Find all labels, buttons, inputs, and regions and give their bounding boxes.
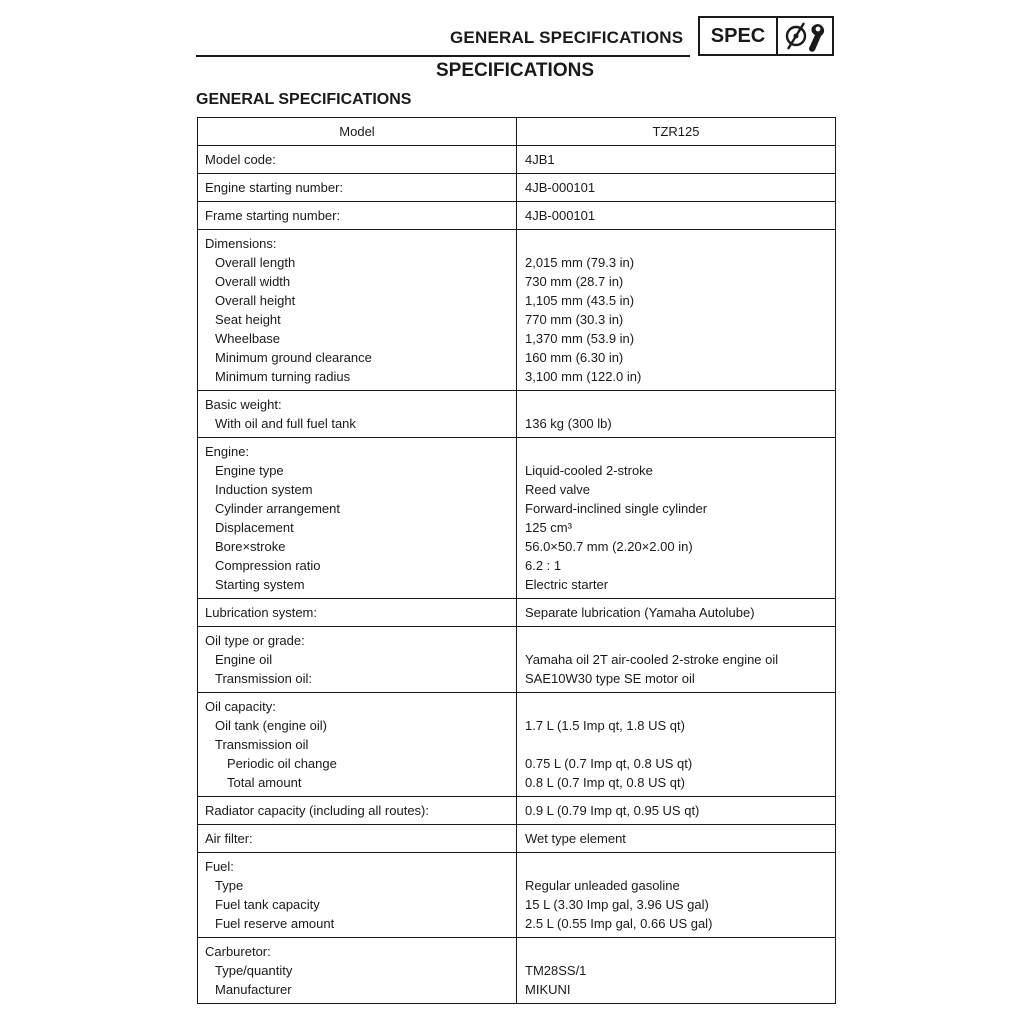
column-header-value: TZR125 [517, 118, 836, 146]
spec-label: Seat height [215, 312, 281, 327]
spec-label: With oil and full fuel tank [215, 416, 356, 431]
table-row [198, 146, 836, 174]
section-title: GENERAL SPECIFICATIONS [196, 91, 412, 108]
spec-value [524, 442, 828, 461]
spec-label: Fuel: [205, 859, 234, 874]
page-header [196, 14, 836, 60]
spec-value [524, 395, 828, 414]
spec-label: Total amount [227, 775, 302, 790]
spec-value: 125 cm³ [525, 520, 572, 535]
spec-value-cell [517, 938, 836, 1004]
spec-value: Liquid-cooled 2-stroke [525, 463, 653, 478]
spec-label: Engine oil [215, 652, 273, 667]
table-row [198, 693, 836, 797]
spec-label: Type [215, 878, 244, 893]
spec-value: Separate lubrication (Yamaha Autolube) [525, 605, 755, 620]
spec-label-cell [198, 438, 517, 599]
header-title: GENERAL SPECIFICATIONS [450, 28, 684, 47]
spec-label-cell [198, 853, 517, 938]
spec-value: 0.75 L (0.7 Imp qt, 0.8 US qt) [525, 756, 693, 771]
table-header-row [198, 118, 836, 146]
spec-value: 4JB-000101 [525, 208, 596, 223]
table-row [198, 853, 836, 938]
spec-value-cell [517, 599, 836, 627]
spec-label-cell [198, 174, 517, 202]
table-row [198, 825, 836, 853]
spec-label: Overall length [215, 255, 296, 270]
spec-value: SAE10W30 type SE motor oil [525, 671, 695, 686]
spec-value: 56.0×50.7 mm (2.20×2.00 in) [525, 539, 693, 554]
spec-label: Overall width [215, 274, 291, 289]
spec-value-cell [517, 797, 836, 825]
spec-value: 136 kg (300 lb) [525, 416, 612, 431]
spec-label: Engine starting number: [205, 180, 344, 195]
spec-label: Oil capacity: [205, 699, 276, 714]
spec-badge-label: SPEC [700, 18, 778, 54]
spec-value [524, 857, 828, 876]
spec-value: 4JB-000101 [525, 180, 596, 195]
spec-label: Carburetor: [205, 944, 271, 959]
spec-label: Starting system [215, 577, 305, 592]
spec-label: Fuel tank capacity [215, 897, 320, 912]
spec-value: 160 mm (6.30 in) [525, 350, 624, 365]
spec-label: Transmission oil: [215, 671, 313, 686]
spec-value-cell [517, 146, 836, 174]
spec-value: 1,370 mm (53.9 in) [525, 331, 635, 346]
spec-value: 730 mm (28.7 in) [525, 274, 624, 289]
spec-label: Manufacturer [215, 982, 292, 997]
table-row [198, 202, 836, 230]
spec-label: Minimum turning radius [215, 369, 351, 384]
spec-value [524, 234, 828, 253]
spec-label: Wheelbase [215, 331, 281, 346]
spec-label-cell [198, 825, 517, 853]
spec-value-cell [517, 825, 836, 853]
spec-label: Dimensions: [205, 236, 277, 251]
spec-label: Oil type or grade: [205, 633, 305, 648]
spec-value: 770 mm (30.3 in) [525, 312, 624, 327]
spec-value-cell [517, 391, 836, 438]
spec-label-cell [198, 797, 517, 825]
spec-label: Transmission oil [215, 737, 309, 752]
spec-value [524, 631, 828, 650]
spec-value-cell [517, 627, 836, 693]
spec-badge [698, 16, 834, 56]
spec-value: Wet type element [525, 831, 626, 846]
spec-table-body [198, 146, 836, 1004]
spec-value: Electric starter [525, 577, 609, 592]
spec-label: Overall height [215, 293, 296, 308]
table-row [198, 438, 836, 599]
caliper-wrench-icon [778, 18, 832, 54]
spec-label: Model code: [205, 152, 276, 167]
header-rule [196, 55, 690, 57]
spec-value: 6.2 : 1 [525, 558, 562, 573]
spec-value: 1.7 L (1.5 Imp qt, 1.8 US qt) [525, 718, 685, 733]
spec-label: Engine type [215, 463, 284, 478]
spec-value: Regular unleaded gasoline [525, 878, 680, 893]
spec-value: 0.8 L (0.7 Imp qt, 0.8 US qt) [525, 775, 685, 790]
spec-value [524, 697, 828, 716]
spec-label-cell [198, 146, 517, 174]
spec-value: 0.9 L (0.79 Imp qt, 0.95 US qt) [525, 803, 700, 818]
spec-label: Radiator capacity (including all routes): [205, 803, 429, 818]
spec-value-cell [517, 853, 836, 938]
spec-label: Compression ratio [215, 558, 321, 573]
spec-label: Basic weight: [205, 397, 282, 412]
table-row [198, 391, 836, 438]
spec-value: Reed valve [525, 482, 591, 497]
spec-label: Frame starting number: [205, 208, 341, 223]
spec-label-cell [198, 230, 517, 391]
spec-label: Lubrication system: [205, 605, 317, 620]
spec-value: 2.5 L (0.55 Imp gal, 0.66 US gal) [525, 916, 713, 931]
spec-table [197, 117, 836, 1004]
spec-label: Fuel reserve amount [215, 916, 335, 931]
spec-label-cell [198, 391, 517, 438]
spec-label: Bore×stroke [215, 539, 286, 554]
spec-label: Cylinder arrangement [215, 501, 341, 516]
spec-label: Induction system [215, 482, 313, 497]
spec-value: TM28SS/1 [525, 963, 587, 978]
table-row [198, 627, 836, 693]
spec-label-cell [198, 202, 517, 230]
spec-value-cell [517, 174, 836, 202]
table-row [198, 230, 836, 391]
spec-value: 4JB1 [525, 152, 555, 167]
spec-value-cell [517, 202, 836, 230]
spec-label: Periodic oil change [227, 756, 337, 771]
spec-value [524, 942, 828, 961]
spec-label-cell [198, 627, 517, 693]
spec-value: 15 L (3.30 Imp gal, 3.96 US gal) [525, 897, 709, 912]
spec-label: Oil tank (engine oil) [215, 718, 327, 733]
table-row [198, 938, 836, 1004]
spec-value-cell [517, 438, 836, 599]
spec-value [524, 735, 828, 754]
table-row [198, 174, 836, 202]
spec-label: Engine: [205, 444, 250, 459]
spec-value: Yamaha oil 2T air-cooled 2-stroke engine oil [525, 652, 779, 667]
column-header-model: Model [198, 118, 517, 146]
spec-value-cell [517, 230, 836, 391]
page-title: SPECIFICATIONS [436, 60, 594, 81]
spec-label: Air filter: [205, 831, 253, 846]
spec-label-cell [198, 693, 517, 797]
spec-label: Type/quantity [215, 963, 293, 978]
spec-value-cell [517, 693, 836, 797]
spec-label: Displacement [215, 520, 294, 535]
table-row [198, 797, 836, 825]
spec-label: Minimum ground clearance [215, 350, 372, 365]
spec-value: 1,105 mm (43.5 in) [525, 293, 635, 308]
table-row [198, 599, 836, 627]
spec-value: Forward-inclined single cylinder [525, 501, 708, 516]
spec-value: 2,015 mm (79.3 in) [525, 255, 635, 270]
spec-label-cell [198, 599, 517, 627]
spec-value: MIKUNI [525, 982, 571, 997]
spec-value: 3,100 mm (122.0 in) [525, 369, 642, 384]
spec-label-cell [198, 938, 517, 1004]
